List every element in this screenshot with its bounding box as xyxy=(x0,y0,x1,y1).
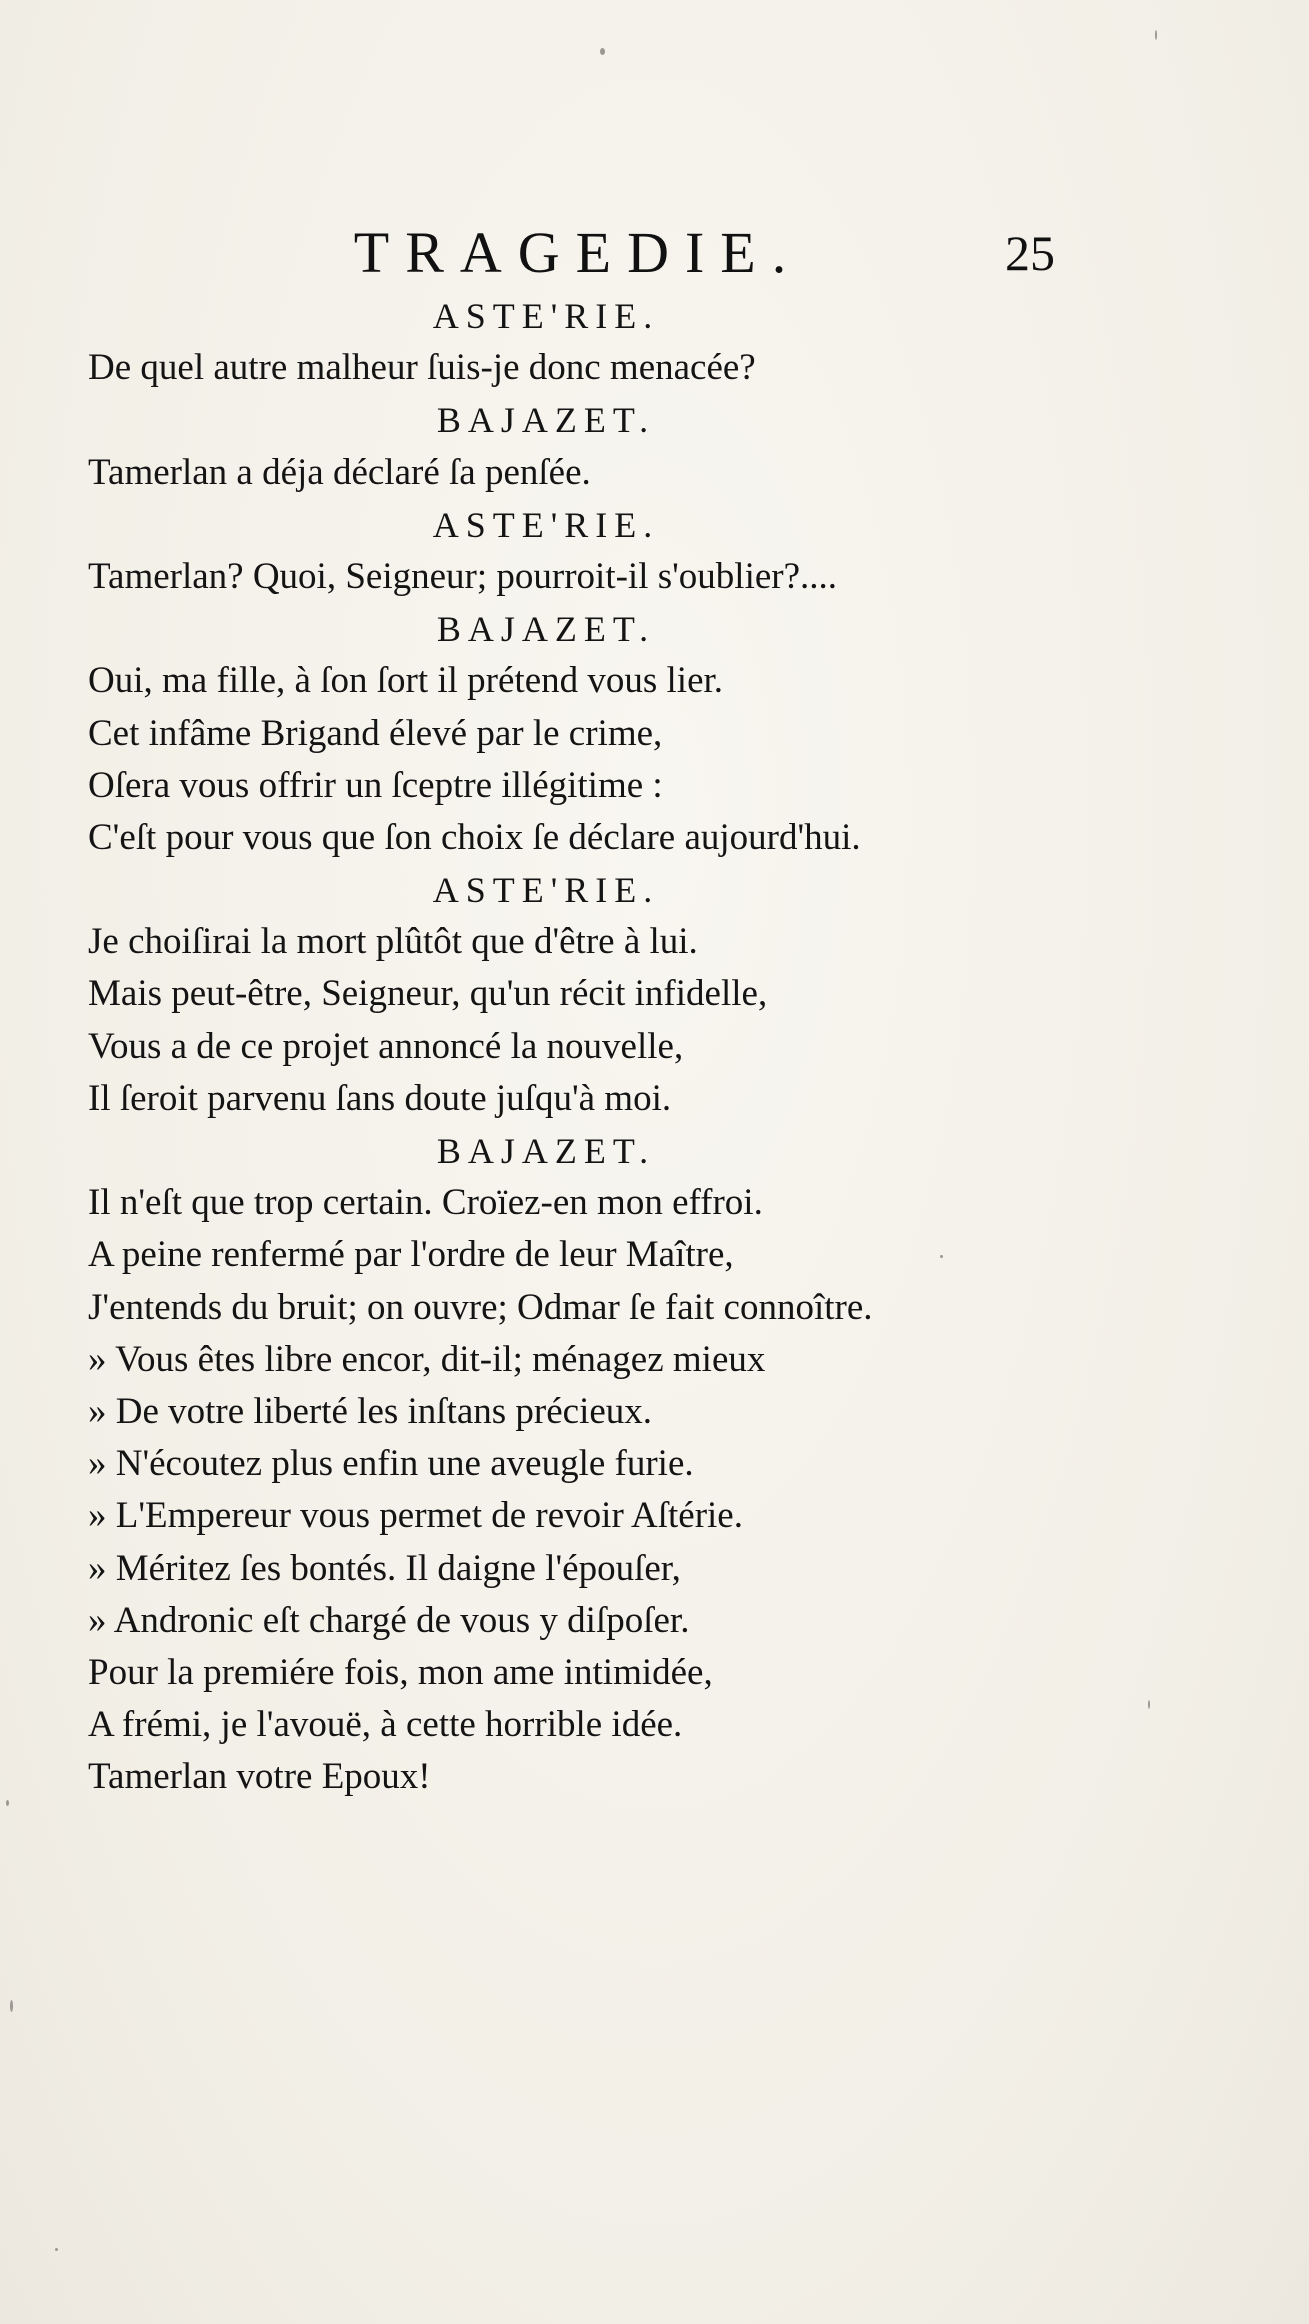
verse-line: A peine renfermé par l'ordre de leur Maître, xyxy=(88,1234,734,1276)
verse-line: Tamerlan a déja déclaré ſa penſée. xyxy=(88,451,591,493)
verse-line: J'entends du bruit; on ouvre; Odmar ſe fait connoître. xyxy=(88,1286,873,1328)
verse-line: » L'Empereur vous permet de revoir Aſtérie. xyxy=(88,1495,743,1537)
verse-line: Tamerlan? Quoi, Seigneur; pourroit-il s'oublier?.... xyxy=(88,555,838,597)
verse-line: Je choiſirai la mort plûtôt que d'être à lui. xyxy=(88,921,698,963)
paper-speck xyxy=(600,48,605,55)
verse-line: A frémi, je l'avouë, à cette horrible idée. xyxy=(88,1704,683,1746)
verse-line: Oui, ma fille, à ſon ſort il prétend vous lier. xyxy=(88,660,724,702)
verse-line: » N'écoutez plus enfin une aveugle furie. xyxy=(88,1443,694,1485)
verse-line: De quel autre malheur ſuis-je donc menacée? xyxy=(88,347,756,389)
verse-line: Vous a de ce projet annoncé la nouvelle, xyxy=(88,1025,684,1067)
verse-line: Pour la premiére fois, mon ame intimidée, xyxy=(88,1651,713,1693)
speaker-name: BAJAZET. xyxy=(436,1131,656,1171)
verse-line: » De votre liberté les inſtans précieux. xyxy=(88,1390,653,1432)
play-text xyxy=(88,290,1238,1803)
paper-speck xyxy=(1155,30,1157,40)
speaker-name: ASTE'RIE. xyxy=(432,870,660,911)
speaker-name: BAJAZET. xyxy=(436,400,656,441)
paper-speck xyxy=(6,1800,9,1806)
verse-line: » Andronic eſt chargé de vous y diſpoſer. xyxy=(88,1599,690,1641)
paper-speck xyxy=(55,2248,58,2251)
verse-line: » Vous êtes libre encor, dit-il; ménagez mieux xyxy=(88,1338,766,1380)
paper-speck xyxy=(10,2000,13,2012)
speaker-name: ASTE'RIE. xyxy=(432,504,660,545)
verse-line: Il ſeroit parvenu ſans doute juſqu'à moi. xyxy=(88,1077,672,1119)
verse-line: Oſera vous offrir un ſceptre illégitime : xyxy=(88,764,663,806)
speaker-name: BAJAZET. xyxy=(436,609,656,650)
verse-line: Tamerlan votre Epoux! xyxy=(88,1756,431,1798)
page-number: 25 xyxy=(1005,225,1055,281)
verse-line: C'eſt pour vous que ſon choix ſe déclare aujourd'hui. xyxy=(88,816,861,858)
verse-line: Cet infâme Brigand élevé par le crime, xyxy=(88,712,663,754)
speaker-name: ASTE'RIE. xyxy=(432,296,660,336)
running-title: TRAGEDIE. xyxy=(353,220,803,285)
page-header xyxy=(0,218,1309,288)
verse-line: » Méritez ſes bontés. Il daigne l'épouſer, xyxy=(88,1547,681,1589)
verse-line: Mais peut-être, Seigneur, qu'un récit infidelle, xyxy=(88,973,768,1015)
verse-line: Il n'eſt que trop certain. Croïez-en mon effroi. xyxy=(88,1182,763,1224)
